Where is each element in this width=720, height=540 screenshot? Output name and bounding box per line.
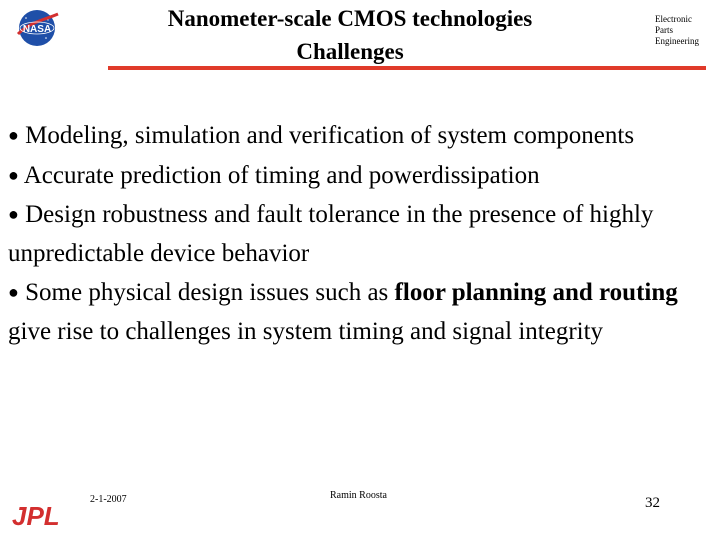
- bullet-item: [8, 273, 712, 351]
- bullet-text: give rise to challenges in system timing and signal integrity: [8, 317, 604, 345]
- title-line-2: Challenges: [296, 39, 404, 64]
- bullet-item: [8, 116, 712, 156]
- bullet-text: Accurate prediction of timing and powerdissipation: [23, 161, 540, 189]
- bullet-item: [8, 195, 712, 273]
- dept-line-1: Electronic: [655, 14, 692, 24]
- footer-author: Ramin Roosta: [330, 490, 387, 501]
- dept-line-3: Engineering: [655, 36, 699, 46]
- department-label: [655, 14, 699, 47]
- jpl-logo-text: JPL: [12, 501, 60, 530]
- bullet-icon: ●: [8, 204, 19, 224]
- bullet-icon: ●: [8, 164, 19, 185]
- dept-line-2: Parts: [655, 25, 673, 35]
- bullet-icon: ●: [8, 282, 19, 302]
- bullet-text: Some physical design issues such as: [25, 279, 395, 306]
- page-number: 32: [645, 495, 660, 511]
- footer-date: 2-1-2007: [90, 494, 127, 505]
- jpl-logo: [10, 500, 66, 530]
- bullet-bold-text: floor planning and routing: [394, 279, 678, 306]
- title-line-1: Nanometer-scale CMOS technologies: [167, 6, 533, 31]
- nasa-logo-text: NASA: [22, 24, 52, 35]
- bullet-list: [8, 116, 712, 351]
- header-rule: [108, 66, 706, 70]
- bullet-text: Design robustness and fault tolerance in the presence of highly unpredictable device behavior: [8, 201, 654, 267]
- bullet-item: [8, 156, 712, 196]
- bullet-text: Modeling, simulation and verification of system components: [25, 122, 635, 149]
- nasa-logo: [14, 8, 60, 48]
- bullet-icon: ●: [8, 125, 19, 145]
- slide-title: [90, 2, 610, 68]
